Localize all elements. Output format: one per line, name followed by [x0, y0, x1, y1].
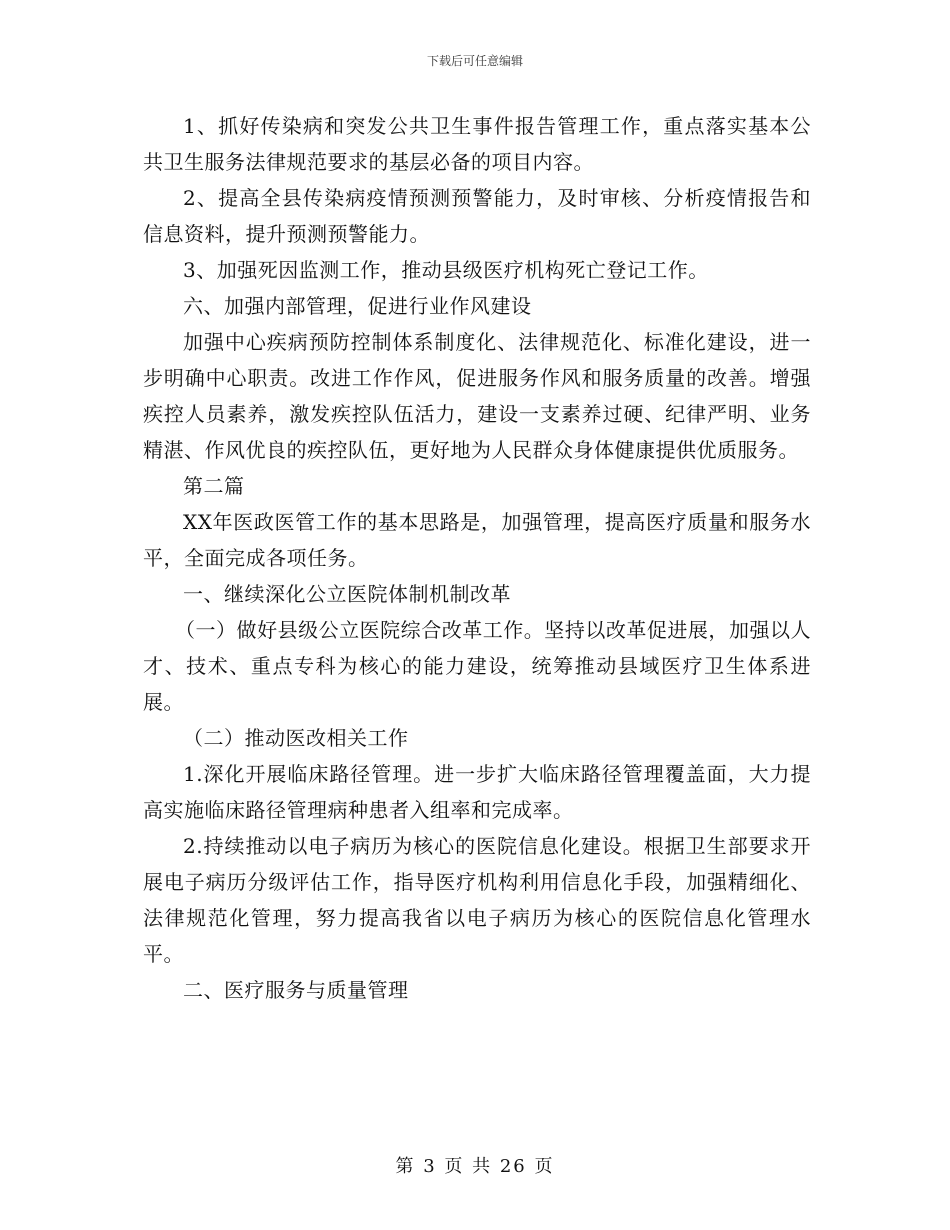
paragraph-clinical-pathway: 1.深化开展临床路径管理。进一步扩大临床路径管理覆盖面，大力提高实施临床路径管理病种患者入组率和完成率。	[143, 762, 811, 822]
section-heading-internal-management: 六、加强内部管理，促进行业作风建设	[183, 294, 532, 318]
paragraph-internal-management: 加强中心疾病预防控制体系制度化、法律规范化、标准化建设，进一步明确中心职责。改进工作作风，促进服务作风和服务质量的改善。增强疾控人员素养，激发疾控队伍活力，建设一支素养过硬、纪律严明、业务精湛、作风优良的疾控队伍，更好地为人民群众身体健康提供优质服务。	[143, 330, 811, 462]
paragraph-basic-idea: XX年医政医管工作的基本思路是，加强管理，提高医疗质量和服务水平，全面完成各项任务。	[143, 510, 811, 570]
section-heading-public-hospital-reform: 一、继续深化公立医院体制机制改革	[183, 582, 511, 606]
subsection-heading-related-work: （二）推动医改相关工作	[183, 726, 409, 750]
page-header: 下载后可任意编辑	[426, 54, 523, 68]
paragraph-county-hospital-reform: （一）做好县级公立医院综合改革工作。坚持以改革促进展，加强以人才、技术、重点专科为核心的能力建设，统筹推动县域医疗卫生体系进展。	[143, 618, 811, 714]
document-body	[143, 108, 811, 1008]
paragraph-reporting: 1、抓好传染病和突发公共卫生事件报告管理工作，重点落实基本公共卫生服务法律规范要求的基层必备的项目内容。	[143, 114, 811, 174]
paragraph-early-warning: 2、提高全县传染病疫情预测预警能力，及时审核、分析疫情报告和信息资料，提升预测预警能力。	[143, 186, 811, 246]
chapter-heading-second: 第二篇	[183, 474, 245, 498]
paragraph-electronic-records: 2.持续推动以电子病历为核心的医院信息化建设。根据卫生部要求开展电子病历分级评估工作，指导医疗机构利用信息化手段，加强精细化、法律规范化管理，努力提高我省以电子病历为核心的医院信息化管理水平。	[143, 834, 811, 966]
section-heading-quality-management: 二、医疗服务与质量管理	[183, 978, 409, 1002]
paragraph-death-monitoring: 3、加强死因监测工作，推动县级医疗机构死亡登记工作。	[183, 258, 709, 282]
page-footer: 第 3 页 共 26 页	[395, 1156, 555, 1177]
